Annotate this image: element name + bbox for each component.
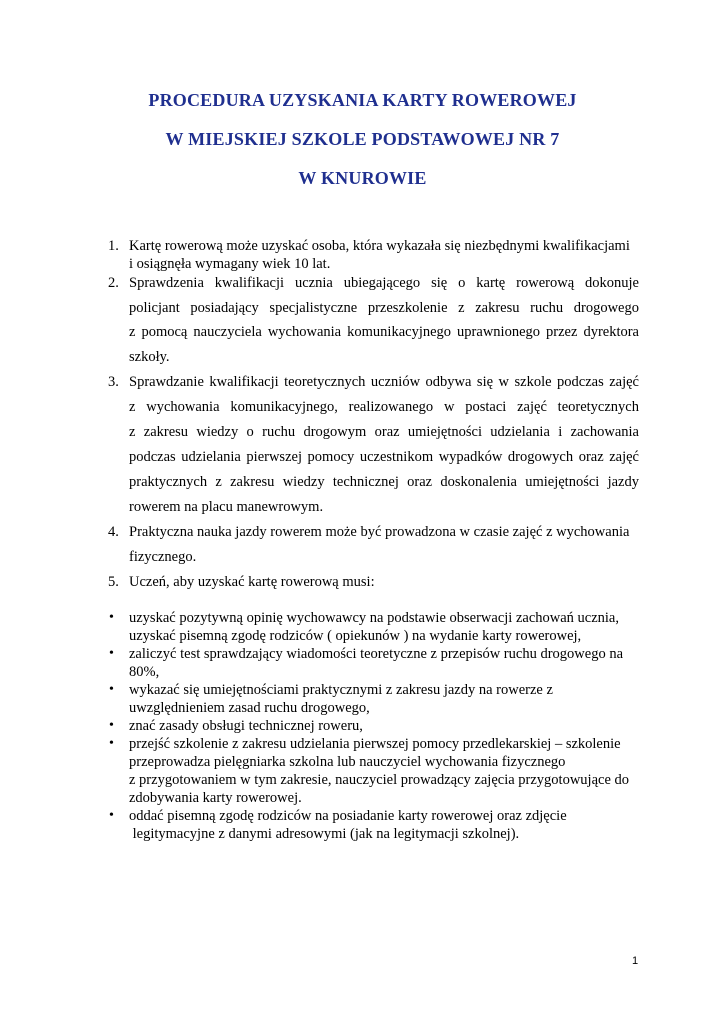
bullet-5-line-1: przejść szkolenie z zakresu udzielania pierwszej pomocy przedlekarskiej – szkolenie (129, 736, 621, 752)
bullet-5-line-2: przeprowadza pielęgniarka szkolna lub nauczyciel wychowania fizycznego (129, 754, 566, 770)
bullet-6-line-2: legitymacyjne z danymi adresowymi (jak na legitymacji szkolnej). (129, 826, 520, 842)
bullet-4-line-1: znać zasady obsługi technicznej roweru, (129, 718, 363, 734)
item-3-line-4: podczas udzielania pierwszej pomocy uczestnikom wypadków drogowych oraz zajęć (129, 449, 639, 465)
item-2-line-4: szkoły. (129, 349, 170, 365)
list-number-3: 3. (108, 374, 119, 390)
bullet-2: • (109, 646, 114, 661)
list-number-4: 4. (108, 524, 119, 540)
document-title-line-2: W MIEJSKIEJ SZKOLE PODSTAWOWEJ NR 7 (165, 129, 560, 149)
page-number: 1 (632, 955, 639, 967)
item-2-line-3: z pomocą nauczyciela wychowania komunikacyjnego uprawnionego przez dyrektora (129, 324, 639, 340)
item-2-line-2: policjant posiadający specjalistyczne przeszkolenie z zakresu ruchu drogowego (129, 300, 639, 316)
bullet-5-line-3: z przygotowaniem w tym zakresie, nauczyciel prowadzący zajęcia przygotowujące do (129, 772, 630, 788)
bullet-5-line-4: zdobywania karty rowerowej. (129, 790, 302, 806)
bullet-1-line-2: uzyskać pisemną zgodę rodziców ( opiekunów ) na wydanie karty rowerowej, (129, 628, 582, 644)
bullet-3-line-2: uwzględnieniem zasad ruchu drogowego, (129, 700, 370, 716)
bullet-2-line-1: zaliczyć test sprawdzający wiadomości teoretyczne z przepisów ruchu drogowego na (129, 646, 623, 662)
list-number-2: 2. (108, 275, 119, 291)
item-3-line-1: Sprawdzanie kwalifikacji teoretycznych uczniów odbywa się w szkole podczas zajęć (129, 374, 639, 390)
item-3-line-2: z wychowania komunikacyjnego, realizowanego w postaci zajęć teoretycznych (129, 399, 639, 415)
bullet-3: • (109, 682, 114, 697)
bullet-1: • (109, 610, 114, 625)
item-1-line-1: Kartę rowerową może uzyskać osoba, która wykazała się niezbędnymi kwalifikacjami (129, 238, 630, 254)
document-title-line-3: W KNUROWIE (298, 168, 427, 188)
document-title-line-1: PROCEDURA UZYSKANIA KARTY ROWEROWEJ (148, 90, 577, 110)
item-2-line-1: Sprawdzenia kwalifikacji ucznia ubiegającego się o kartę rowerową dokonuje (129, 275, 639, 291)
item-3-line-3: z zakresu wiedzy o ruchu drogowym oraz umiejętności udzielania i zachowania (129, 424, 639, 440)
item-5-line-1: Uczeń, aby uzyskać kartę rowerową musi: (129, 574, 375, 590)
bullet-6-line-1: oddać pisemną zgodę rodziców na posiadanie karty rowerowej oraz zdjęcie (129, 808, 567, 824)
list-number-1: 1. (108, 238, 119, 254)
bullet-3-line-1: wykazać się umiejętnościami praktycznymi z zakresu jazdy na rowerze z (129, 682, 553, 698)
item-3-line-6: rowerem na placu manewrowym. (129, 499, 324, 515)
bullet-6: • (109, 808, 114, 823)
item-3-line-5: praktycznych z zakresu wiedzy technicznej oraz doskonalenia umiejętności jazdy (129, 474, 639, 490)
item-4-line-1: Praktyczna nauka jazdy rowerem może być prowadzona w czasie zajęć z wychowania (129, 524, 630, 540)
list-number-5: 5. (108, 574, 119, 590)
bullet-4: • (109, 718, 114, 733)
bullet-1-line-1: uzyskać pozytywną opinię wychowawcy na podstawie obserwacji zachowań ucznia, (129, 610, 619, 626)
bullet-2-line-2: 80%, (129, 664, 160, 680)
item-4-line-2: fizycznego. (129, 549, 197, 565)
bullet-5: • (109, 736, 114, 751)
item-1-line-2: i osiągnęła wymagany wiek 10 lat. (129, 256, 331, 272)
